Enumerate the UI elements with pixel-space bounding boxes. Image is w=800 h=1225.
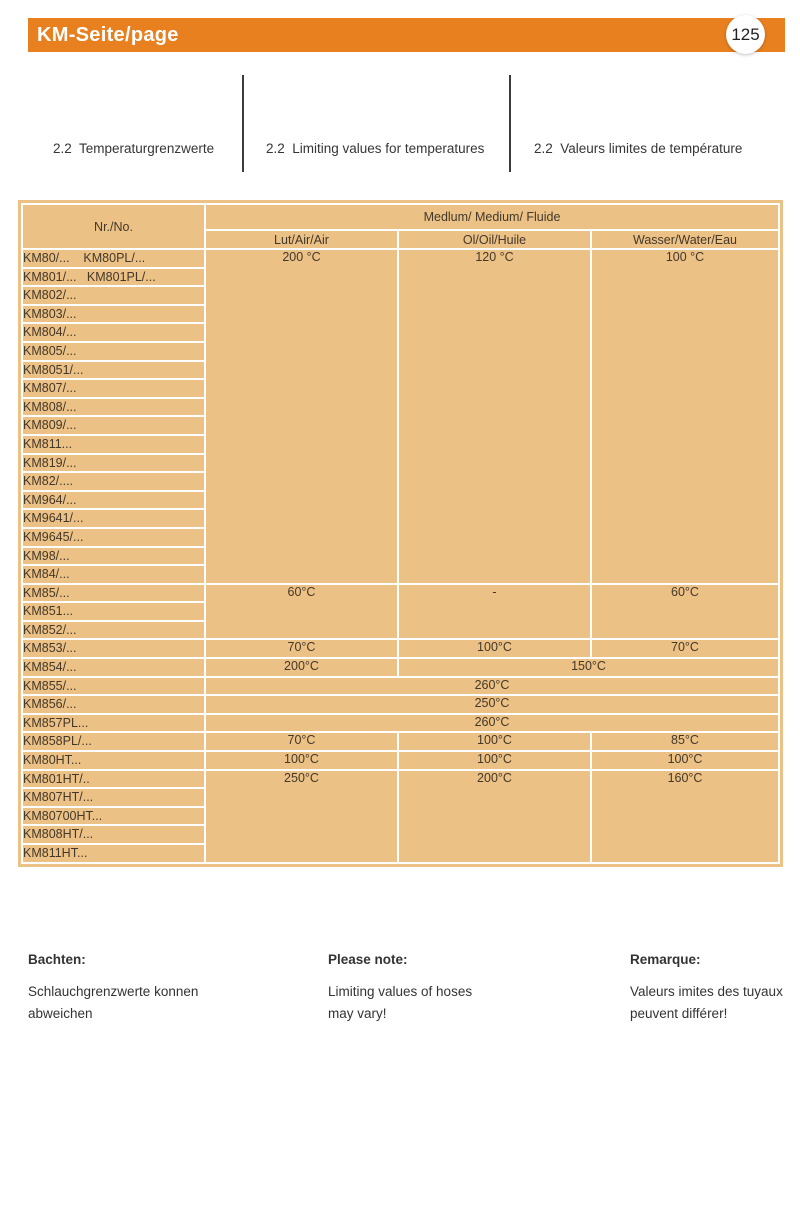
- row-label: KM811...: [23, 436, 204, 453]
- footnote-line: abweichen: [28, 1006, 93, 1021]
- column-header-oil: Ol/Oil/Huile: [399, 231, 590, 248]
- temperature-cell: 200°C: [206, 659, 397, 676]
- column-header-medium: Medlum/ Medium/ Fluide: [206, 205, 778, 229]
- footnote-de: [28, 952, 288, 1025]
- row-label: KM964/...: [23, 492, 204, 509]
- row-label: KM856/...: [23, 696, 204, 713]
- temperature-cell: 260°C: [206, 715, 778, 732]
- section-heading-fr: 2.2 Valeurs limites de température: [534, 141, 743, 156]
- row-label: KM854/...: [23, 659, 204, 676]
- row-label: KM853/...: [23, 640, 204, 657]
- column-header-air: Lut/Air/Air: [206, 231, 397, 248]
- footnote-line: Schlauchgrenzwerte konnen: [28, 984, 199, 999]
- row-label: KM858PL/...: [23, 733, 204, 750]
- page-number: 125: [731, 24, 760, 44]
- table-row: [23, 678, 778, 695]
- temperature-cell: 85°C: [592, 733, 778, 750]
- row-label: KM803/...: [23, 306, 204, 323]
- row-label: KM811HT...: [23, 845, 204, 862]
- table-row: [23, 752, 778, 769]
- column-header-water: Wasser/Water/Eau: [592, 231, 778, 248]
- table-row: [23, 733, 778, 750]
- temperature-cell: 200 °C: [206, 250, 397, 583]
- row-label: KM807/...: [23, 380, 204, 397]
- row-label: KM807HT/...: [23, 789, 204, 806]
- header-bar: [28, 18, 785, 52]
- row-label: KM801HT/..: [23, 771, 204, 788]
- divider-line: [509, 75, 511, 172]
- row-label: KM804/...: [23, 324, 204, 341]
- footnote-line: may vary!: [328, 1006, 387, 1021]
- temperature-cell: 100°C: [399, 640, 590, 657]
- temperature-cell: 150°C: [399, 659, 778, 676]
- row-label: KM84/...: [23, 566, 204, 583]
- temperature-cell: -: [399, 585, 590, 639]
- footnote-title: Remarque:: [630, 952, 701, 967]
- temperature-cell: 160°C: [592, 771, 778, 862]
- temperature-cell: 60°C: [206, 585, 397, 639]
- row-label: KM801/... KM801PL/...: [23, 269, 204, 286]
- temp-table-body: [23, 250, 778, 862]
- column-header-nr: Nr./No.: [23, 205, 204, 248]
- row-label: KM808/...: [23, 399, 204, 416]
- row-label: KM802/...: [23, 287, 204, 304]
- temp-table: [21, 203, 780, 864]
- temperature-cell: 100 °C: [592, 250, 778, 583]
- row-label: KM857PL...: [23, 715, 204, 732]
- section-heading-de: 2.2 Temperaturgrenzwerte: [53, 141, 215, 156]
- row-label: KM85/...: [23, 585, 204, 602]
- row-label: KM82/....: [23, 473, 204, 490]
- row-label: KM805/...: [23, 343, 204, 360]
- temperature-cell: 120 °C: [399, 250, 590, 583]
- section-heading-en: 2.2 Limiting values for temperatures: [266, 141, 485, 156]
- table-row: [23, 715, 778, 732]
- footnote-line: Limiting values of hoses: [328, 984, 473, 999]
- temperature-limits-table: [18, 200, 783, 867]
- footnote-line: peuvent différer!: [630, 1006, 728, 1021]
- footnote-line: Valeurs imites des tuyaux: [630, 984, 783, 999]
- temperature-cell: 100°C: [399, 733, 590, 750]
- temperature-cell: 70°C: [206, 733, 397, 750]
- table-row: [23, 640, 778, 657]
- temperature-cell: 100°C: [399, 752, 590, 769]
- row-label: KM852/...: [23, 622, 204, 639]
- table-header-row: [23, 205, 778, 229]
- row-label: KM809/...: [23, 417, 204, 434]
- footnote-fr: [630, 952, 800, 1025]
- row-label: KM808HT/...: [23, 826, 204, 843]
- table-row: [23, 696, 778, 713]
- temperature-cell: 60°C: [592, 585, 778, 639]
- row-label: KM9641/...: [23, 510, 204, 527]
- footnote-title: Bachten:: [28, 952, 86, 967]
- row-label: KM851...: [23, 603, 204, 620]
- page-number-badge: [726, 15, 765, 54]
- footnote-title: Please note:: [328, 952, 408, 967]
- temperature-cell: 260°C: [206, 678, 778, 695]
- temperature-cell: 250°C: [206, 771, 397, 862]
- temperature-cell: 70°C: [592, 640, 778, 657]
- row-label: KM8051/...: [23, 362, 204, 379]
- row-label: KM9645/...: [23, 529, 204, 546]
- page-title: KM-Seite/page: [37, 24, 179, 46]
- table-row: [23, 771, 778, 788]
- divider-line: [242, 75, 244, 172]
- table-row: [23, 659, 778, 676]
- temperature-cell: 100°C: [592, 752, 778, 769]
- table-row: [23, 250, 778, 267]
- row-label: KM98/...: [23, 548, 204, 565]
- temperature-cell: 100°C: [206, 752, 397, 769]
- row-label: KM819/...: [23, 455, 204, 472]
- footnote-en: [328, 952, 588, 1025]
- table-row: [23, 585, 778, 602]
- temperature-cell: 200°C: [399, 771, 590, 862]
- temperature-cell: 70°C: [206, 640, 397, 657]
- row-label: KM80700HT...: [23, 808, 204, 825]
- row-label: KM80/... KM80PL/...: [23, 250, 204, 267]
- row-label: KM80HT...: [23, 752, 204, 769]
- temperature-cell: 250°C: [206, 696, 778, 713]
- row-label: KM855/...: [23, 678, 204, 695]
